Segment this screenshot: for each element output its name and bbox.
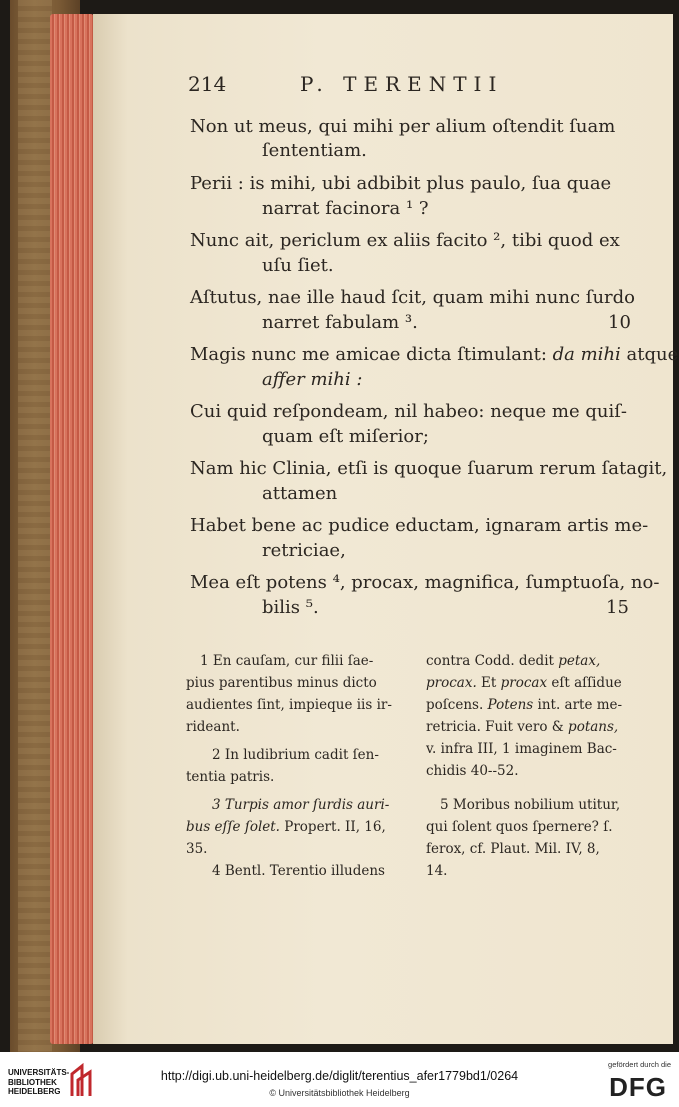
verse-line: Non ut meus, qui mihi per alium oſtendit ſuam	[190, 116, 616, 137]
verse-line: Mea eſt potens ⁴, procax, magnifica, ſumptuoſa, no-	[190, 572, 660, 593]
line-number: 10	[608, 312, 631, 333]
verse-line: uſu ſiet.	[262, 255, 334, 276]
footnote-italic: bus eſſe ſolet.	[186, 819, 280, 835]
verse-line: Habet bene ac pudice eductam, ignaram artis me-	[190, 515, 649, 536]
verse-line: Nunc ait, periclum ex aliis facito ², tibi quod ex	[190, 230, 620, 251]
footnote-line: audientes ſint, impieque iis ir-	[186, 697, 392, 713]
footnote-line: qui ſolent quos ſpernere? ſ.	[426, 819, 613, 835]
footnote-text: contra Codd. dedit	[426, 653, 554, 669]
footnote-line	[426, 652, 600, 670]
footnote-line: 35.	[186, 841, 208, 857]
verse-line: retriciae,	[262, 540, 346, 561]
footnote-line: 14.	[426, 863, 448, 879]
footnote-line	[426, 696, 622, 714]
verse-line: narret fabulam ³.	[262, 312, 418, 333]
footnote-text: Et	[481, 675, 497, 691]
verse-line: Perii : is mihi, ubi adbibit plus paulo, ſua quae	[190, 173, 612, 194]
footnote-text: poſcens.	[426, 697, 484, 713]
verse-line	[190, 344, 678, 366]
funded-by-label: gefördert durch die	[608, 1060, 671, 1069]
verse-line: Aſtutus, nae ille haud ſcit, quam mihi nunc ſurdo	[190, 287, 636, 308]
footnote-text: retricia. Fuit vero &	[426, 719, 564, 735]
verse-text: Magis nunc me amicae dicta ſtimulant:	[190, 344, 547, 365]
footnote-italic: Potens	[487, 697, 534, 713]
footnote-text: eſt aſſidue	[551, 675, 622, 691]
cover-texture	[18, 0, 52, 1052]
permalink-url[interactable]: http://digi.ub.uni-heidelberg.de/diglit/terentius_afer1779bd1/0264	[160, 1069, 519, 1083]
verse-line: affer mihi :	[262, 369, 363, 390]
library-line: BIBLIOTHEK	[8, 1077, 57, 1087]
verse-line: quam eſt miſerior;	[262, 426, 429, 447]
page-number: 214	[188, 72, 227, 96]
copyright-notice: © Universitätsbibliothek Heidelberg	[269, 1088, 410, 1098]
verse-line: Cui quid reſpondeam, nil habeo: neque me quiſ-	[190, 401, 627, 422]
verse-line: ſententiam.	[262, 140, 367, 161]
footnote-italic: petax,	[558, 653, 601, 669]
footnote-line	[426, 718, 618, 736]
verse-text: atque	[626, 344, 679, 365]
footnote-text: Propert. II, 16,	[284, 819, 386, 835]
page-edges	[50, 14, 94, 1044]
footnote-text: int. arte me-	[537, 697, 623, 713]
footnote-line: 2 In ludibrium cadit ſen-	[212, 747, 379, 763]
footnote-line	[426, 674, 622, 692]
library-line: HEIDELBERG	[8, 1087, 61, 1096]
footnote-line: 5 Moribus nobilium utitur,	[440, 797, 621, 813]
verse-line: narrat facinora ¹ ?	[262, 198, 429, 219]
footnote-italic: potans,	[568, 719, 619, 735]
verse-line: Nam hic Clinia, etſi is quoque ſuarum rerum ſatagit,	[190, 458, 668, 479]
footnote-line	[186, 818, 386, 836]
footnote-line: 1 En cauſam, cur filii ſae-	[200, 653, 374, 669]
footnote-line: 3 Turpis amor ſurdis auri-	[212, 797, 390, 813]
verse-line: attamen	[262, 483, 338, 504]
library-line: UNIVERSITÄTS-	[8, 1068, 70, 1077]
footnote-line: chidis 40--52.	[426, 763, 519, 779]
footnote-italic: procax	[500, 675, 548, 691]
footnote-line: v. infra III, 1 imaginem Bac-	[426, 741, 617, 757]
footnote-line: 4 Bentl. Terentio illudens	[212, 863, 385, 879]
dfg-logo: DFG	[609, 1072, 667, 1102]
footnote-line: rideant.	[186, 719, 240, 735]
verse-italic: da mihi	[552, 344, 621, 365]
footnote-line: ferox, cf. Plaut. Mil. IV, 8,	[426, 841, 600, 857]
line-number: 15	[606, 597, 629, 618]
footnote-line: pius parentibus minus dicto	[186, 675, 377, 691]
running-title: P. TERENTII	[300, 72, 504, 96]
viewer-footer	[0, 1052, 679, 1107]
footnote-italic: procax.	[426, 675, 477, 691]
footnote-line: tentia patris.	[186, 769, 275, 785]
verse-line: bilis ⁵.	[262, 597, 319, 618]
